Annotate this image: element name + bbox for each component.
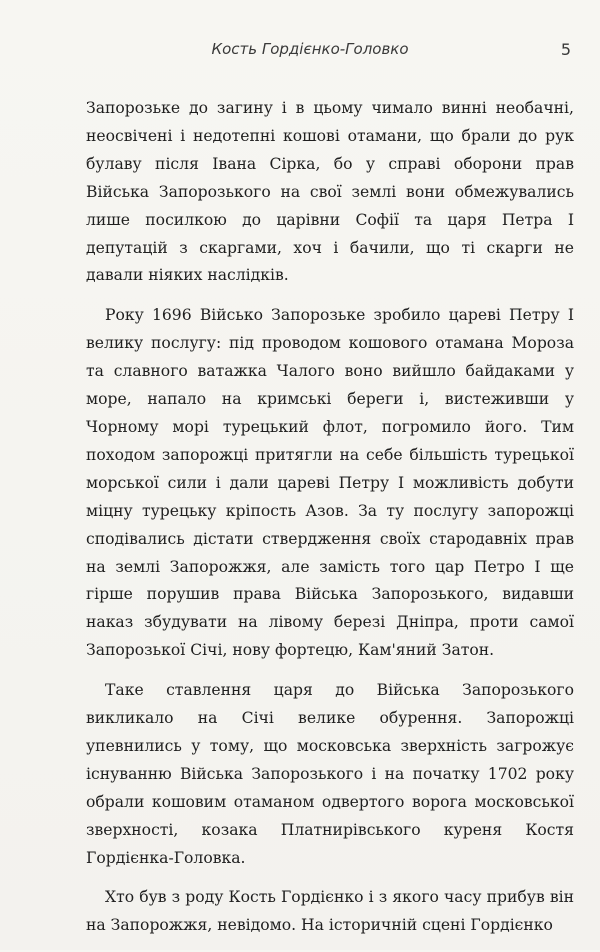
paragraph-4: Хто був з роду Кость Гордієнко і з якого часу прибув він на Запорожжя, невідомо. На історичній сцені Гордієнко <box>86 888 574 935</box>
paragraph-1: Запорозьке до загину і в цьому чимало винні необачні, неосвічені і недотепні кошові отамани, що брали до рук булаву після Івана Сірка, бо у справі оборони прав Війська Запорозького на свої землі вони обмежувались лише посилкою до царівни Софії та царя Петра І депутацій з скаргами, хоч і бачили, що ті скарги не давали ніяких наслідків. <box>86 99 574 285</box>
body-text <box>86 95 574 952</box>
paragraph-3: Таке ставлення царя до Війська Запорозького викликало на Січі велике обурення. Запорожці упевнились у тому, що московська зверхність загрожує існуванню Війська Запорозького і на початку 1702 року обрали кошовим отаманом одвертого ворога московської зверхності, козака Платнирівського куреня Костя Гордієнка-Головка. <box>86 681 574 867</box>
paragraph-2: Року 1696 Військо Запорозьке зробило цареві Петру І велику послугу: під проводом кошового отамана Мороза та славного ватажка Чалого воно вийшло байдаками у море, напало на кримські береги і, вистеживши у Чорному морі турецький флот, погромило його. Тим походом запорожці притягли на себе більшість турецької морської сили і дали цареві Петру І можливість добути міцну турецьку кріпость Азов. За ту послугу запорожці сподівались дістати ствердження своїх стародавніх прав на землі Запорожжя, але замість того цар Петро І ще гірше порушив права Війська Запорозького, видавши наказ збудувати на лівому березі Дніпра, проти самої Запорозької Січі, нову фортецю, Кам'яний Затон. <box>86 306 574 660</box>
running-title: Кость Гордієнко-Головко <box>211 40 409 58</box>
running-head <box>0 40 600 60</box>
page-number: 5 <box>560 40 571 59</box>
